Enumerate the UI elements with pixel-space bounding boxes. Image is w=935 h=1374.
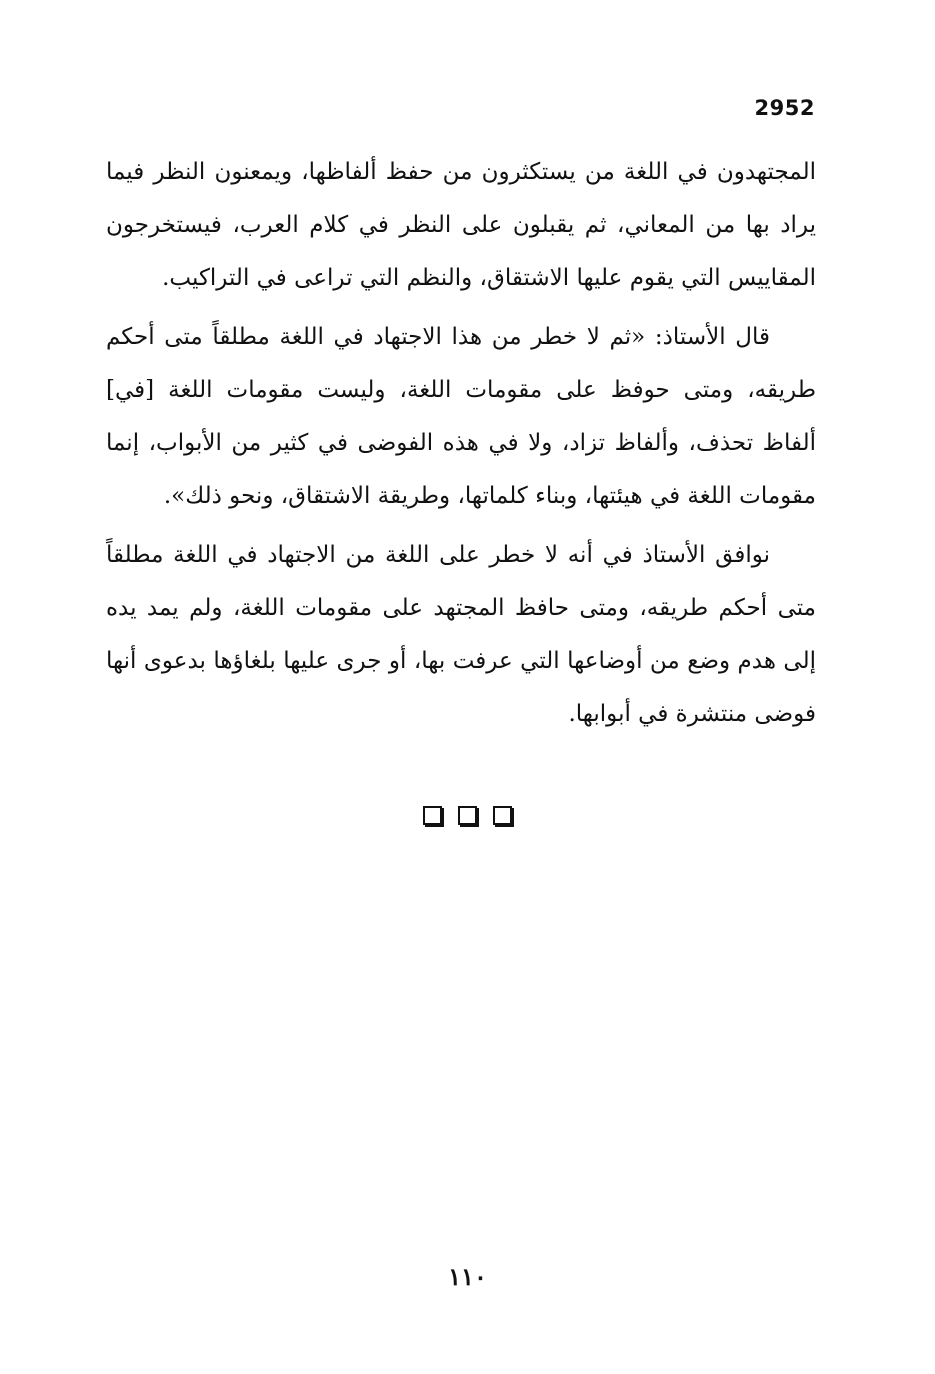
body-text: [106, 146, 816, 747]
paragraph-2: قال الأستاذ: «ثم لا خطر من هذا الاجتهاد في اللغة مطلقاً متى أحكم طريقه، ومتى حوفظ على مقومات اللغة، وليست مقومات اللغة [في] ألفاظ تحذف، وألفاظ تزاد، ولا في هذه الفوضى في كثير من الأبواب، إنما مقومات اللغة في هيئتها، وبناء كلماتها، وطريقة الاشتقاق، ونحو ذلك».: [106, 324, 816, 509]
page-number: ١١٠: [448, 1262, 487, 1291]
section-separator: [0, 806, 935, 825]
separator-square-icon: [493, 806, 512, 825]
paragraph-3: نوافق الأستاذ في أنه لا خطر على اللغة من الاجتهاد في اللغة مطلقاً متى أحكم طريقه، ومتى حافظ المجتهد على مقومات اللغة، ولم يمد يده إلى هدم وضع من أوضاعها التي عرفت بها، أو جرى عليها بلغاؤها بدعوى أنها فوضى منتشرة في أبوابها.: [106, 542, 816, 727]
separator-square-icon: [458, 806, 477, 825]
separator-square-icon: [423, 806, 442, 825]
paragraph-1: المجتهدون في اللغة من يستكثرون من حفظ ألفاظها، ويمعنون النظر فيما يراد بها من المعاني، ثم يقبلون على النظر في كلام العرب، فيستخرجون المقاييس التي يقوم عليها الاشتقاق، والنظم التي تراعى في التراكيب.: [106, 159, 816, 291]
page-id: 2952: [754, 96, 815, 120]
